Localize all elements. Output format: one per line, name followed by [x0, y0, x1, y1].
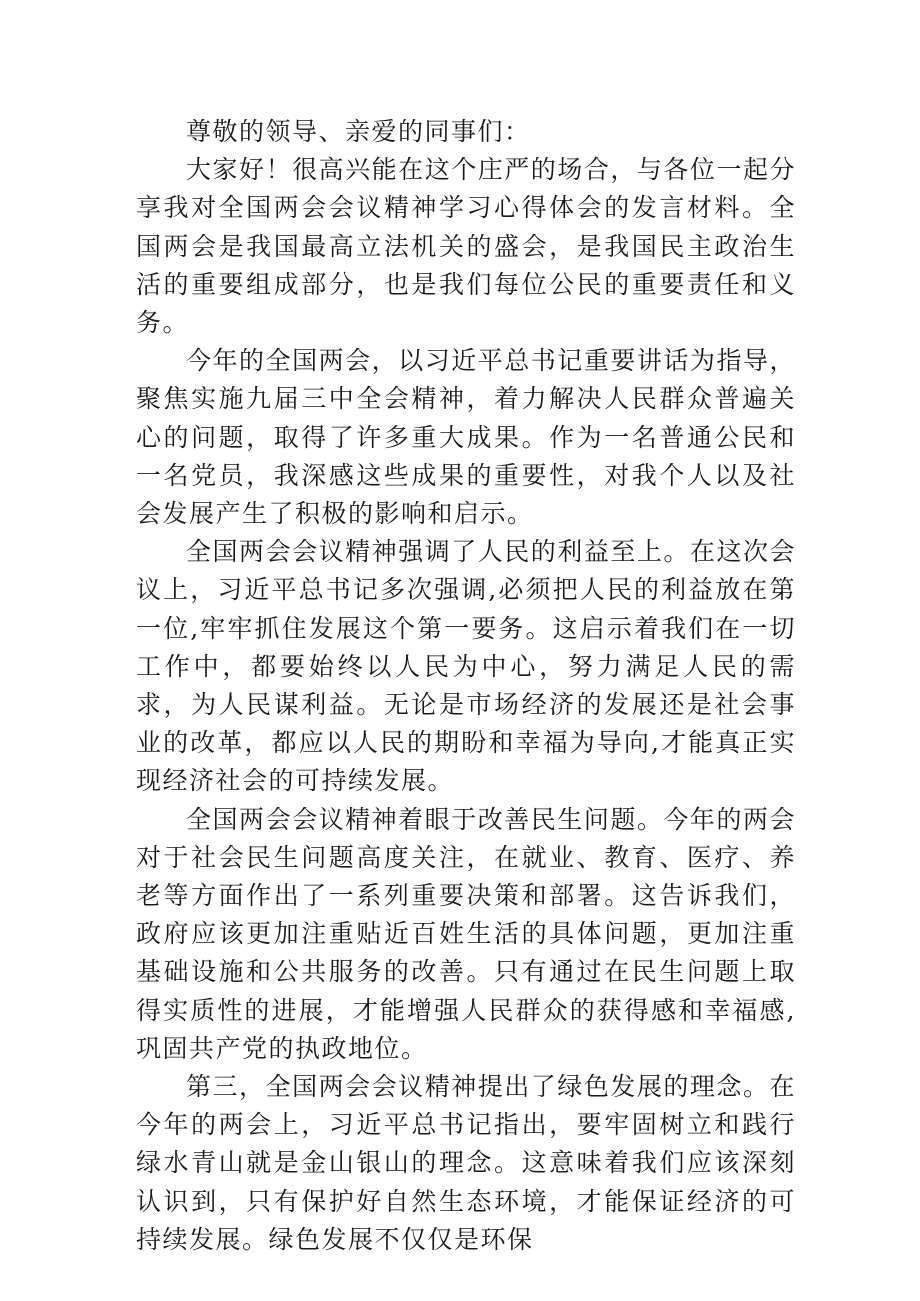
paragraph-greeting: 大家好！很高兴能在这个庄严的场合，与各位一起分享我对全国两会会议精神学习心得体会的发言材料。全国两会是我国最高立法机关的盛会，是我国民主政治生活的重要组成部分，也是我们每位公民的重要责任和义务。 [136, 155, 796, 338]
paragraph-this-year: 今年的全国两会，以习近平总书记重要讲话为指导，聚焦实施九届三中全会精神，着力解决人民群众普遍关心的问题，取得了许多重大成果。作为一名普通公民和一名党员，我深感这些成果的重要性，对我个人以及社会发展产生了积极的影响和启示。 [136, 346, 796, 529]
paragraph-green-development: 第三，全国两会会议精神提出了绿色发展的理念。在今年的两会上，习近平总书记指出，要牢固树立和践行绿水青山就是金山银山的理念。这意味着我们应该深刻认识到，只有保护好自然生态环境，才能保证经济的可持续发展。绿色发展不仅仅是环保 [136, 1072, 796, 1254]
paragraph-people-first: 全国两会会议精神强调了人民的利益至上。在这次会议上，习近平总书记多次强调,必须把人民的利益放在第一位,牢牢抓住发展这个第一要务。这启示着我们在一切工作中，都要始终以人民为中心，努力满足人民的需求，为人民谋利益。无论是市场经济的发展还是社会事业的改革，都应以人民的期盼和幸福为导向,才能真正实现经济社会的可持续发展。 [136, 537, 796, 796]
salutation: 尊敬的领导、亲爱的同事们： [186, 117, 531, 146]
paragraph-livelihood: 全国两会会议精神着眼于改善民生问题。今年的两会对于社会民生问题高度关注，在就业、教育、医疗、养老等方面作出了一系列重要决策和部署。这告诉我们，政府应该更加注重贴近百姓生活的具体问题，更加注重基础设施和公共服务的改善。只有通过在民生问题上取得实质性的进展，才能增强人民群众的获得感和幸福感,巩固共产党的执政地位。 [136, 804, 796, 1063]
document-body [136, 113, 796, 1259]
